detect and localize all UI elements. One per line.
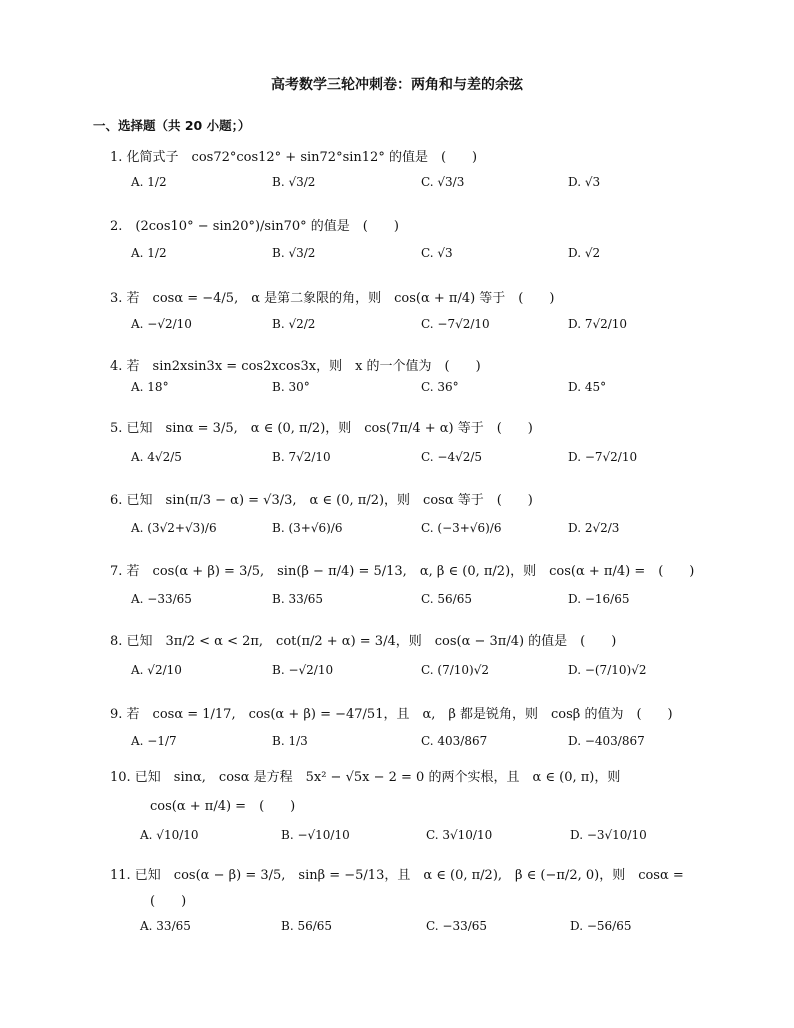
q11-option-c: C. −33/65 — [426, 919, 488, 933]
section-heading: 一、选择题（共 20 小题；） — [93, 118, 251, 133]
question-5: 5. 已知 sinα = 3/5, α ∈ (0, π/2)，则 cos(7π/4 + α) 等于 ( ) — [110, 421, 533, 436]
q1-option-b: B. √3/2 — [272, 175, 316, 189]
q2-option-b: B. √3/2 — [272, 246, 316, 260]
q7-option-b: B. 33/65 — [272, 592, 324, 606]
q10-option-d: D. −3√10/10 — [570, 828, 647, 842]
question-4: 4. 若 sin2xsin3x = cos2xcos3x，则 x 的一个值为 ( ) — [110, 359, 481, 374]
question-3: 3. 若 cosα = −4/5, α 是第二象限的角，则 cos(α + π/4) 等于 ( ) — [110, 291, 555, 306]
q9-option-c: C. 403/867 — [421, 734, 488, 748]
q9-option-a: A. −1/7 — [131, 734, 177, 748]
q6-option-a: A. (3√2+√3)/6 — [131, 521, 217, 535]
q5-option-b: B. 7√2/10 — [272, 450, 331, 464]
q8-option-c: C. (7/10)√2 — [421, 663, 489, 677]
q6-option-d: D. 2√2/3 — [568, 521, 620, 535]
q3-option-c: C. −7√2/10 — [421, 317, 490, 331]
q7-option-c: C. 56/65 — [421, 592, 472, 606]
q3-option-a: A. −√2/10 — [131, 317, 192, 331]
q11-option-d: D. −56/65 — [570, 919, 632, 933]
q6-option-c: C. (−3+√6)/6 — [421, 521, 502, 535]
question-9: 9. 若 cosα = 1/17, cos(α + β) = −47/51，且 α, β 都是锐角，则 cosβ 的值为 ( ) — [110, 707, 673, 722]
q10-option-c: C. 3√10/10 — [426, 828, 493, 842]
q7-option-d: D. −16/65 — [568, 592, 630, 606]
q4-option-c: C. 36° — [421, 380, 459, 394]
q10-option-b: B. −√10/10 — [281, 828, 350, 842]
question-10-continued: cos(α + π/4) = ( ) — [150, 799, 296, 814]
q2-option-d: D. √2 — [568, 246, 601, 260]
q8-option-b: B. −√2/10 — [272, 663, 334, 677]
q2-option-a: A. 1/2 — [131, 246, 167, 260]
q9-option-b: B. 1/3 — [272, 734, 308, 748]
q1-option-a: A. 1/2 — [131, 175, 167, 189]
q8-option-d: D. −(7/10)√2 — [568, 663, 647, 677]
q6-option-b: B. (3+√6)/6 — [272, 521, 343, 535]
q1-option-d: D. √3 — [568, 175, 601, 189]
q11-option-b: B. 56/65 — [281, 919, 333, 933]
page-title: 高考数学三轮冲刺卷：两角和与差的余弦 — [271, 77, 523, 93]
question-2: 2. (2cos10° − sin20°)/sin70° 的值是 ( ) — [110, 219, 399, 234]
q5-option-a: A. 4√2/5 — [131, 450, 182, 464]
q3-option-d: D. 7√2/10 — [568, 317, 628, 331]
q3-option-b: B. √2/2 — [272, 317, 316, 331]
question-11-continued: ( ) — [150, 894, 187, 909]
question-1: 1. 化简式子 cos72°cos12° + sin72°sin12° 的值是 ( ) — [110, 150, 478, 165]
q2-option-c: C. √3 — [421, 246, 453, 260]
q9-option-d: D. −403/867 — [568, 734, 645, 748]
question-11: 11. 已知 cos(α − β) = 3/5, sinβ = −5/13，且 α ∈ (0, π/2), β ∈ (−π/2, 0)，则 cosα = — [110, 868, 684, 883]
q10-option-a: A. √10/10 — [140, 828, 199, 842]
q5-option-d: D. −7√2/10 — [568, 450, 638, 464]
q1-option-c: C. √3/3 — [421, 175, 465, 189]
q4-option-a: A. 18° — [131, 380, 169, 394]
question-8: 8. 已知 3π/2 < α < 2π, cot(π/2 + α) = 3/4，则 cos(α − 3π/4) 的值是 ( ) — [110, 634, 617, 649]
q8-option-a: A. √2/10 — [131, 663, 182, 677]
q7-option-a: A. −33/65 — [131, 592, 192, 606]
q11-option-a: A. 33/65 — [140, 919, 191, 933]
question-7: 7. 若 cos(α + β) = 3/5, sin(β − π/4) = 5/13, α, β ∈ (0, π/2)，则 cos(α + π/4) = ( ) — [110, 564, 695, 579]
q4-option-b: B. 30° — [272, 380, 310, 394]
q4-option-d: D. 45° — [568, 380, 607, 394]
question-10: 10. 已知 sinα, cosα 是方程 5x² − √5x − 2 = 0 的两个实根，且 α ∈ (0, π)，则 — [110, 770, 621, 785]
q5-option-c: C. −4√2/5 — [421, 450, 483, 464]
question-6: 6. 已知 sin(π/3 − α) = √3/3, α ∈ (0, π/2)，则 cosα 等于 ( ) — [110, 493, 533, 508]
